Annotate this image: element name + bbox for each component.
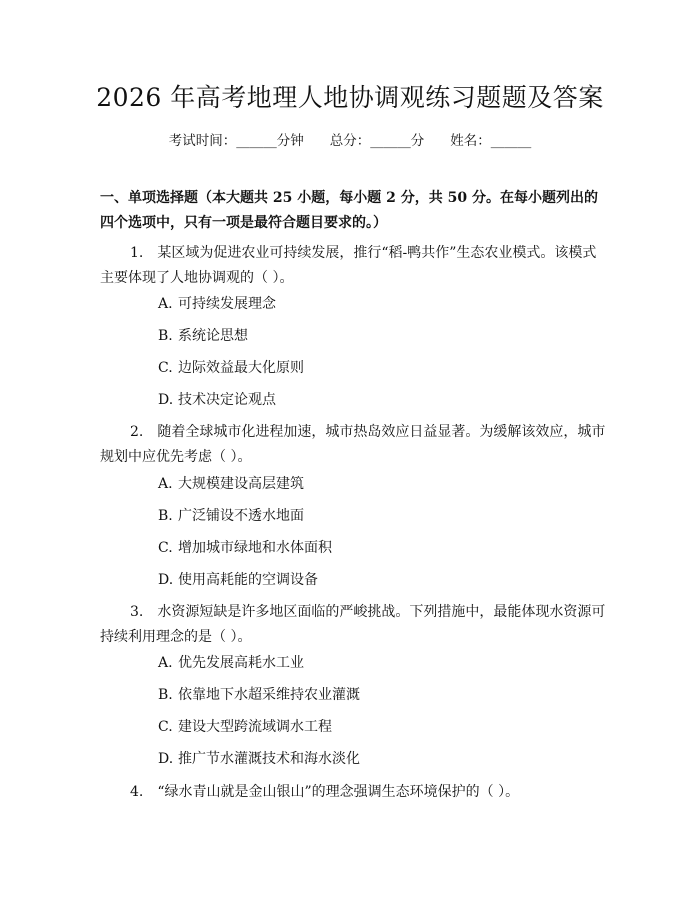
option-letter: C. xyxy=(158,360,173,376)
option-text: 技术决定论观点 xyxy=(178,392,276,408)
exam-time-field: 考试时间：______分钟 xyxy=(168,133,304,149)
question-2: 2. 随着全球城市化进程加速，城市热岛效应日益显著。为缓解该效应，城市规划中应优先考虑（ ）。 xyxy=(100,424,606,465)
option-letter: B. xyxy=(158,328,173,344)
option-text: 边际效益最大化原则 xyxy=(178,360,304,376)
option-letter: B. xyxy=(158,508,173,524)
option-letter: D. xyxy=(158,751,174,767)
option-text: 建设大型跨流域调水工程 xyxy=(178,719,332,735)
student-name-field: 姓名：______ xyxy=(450,133,532,149)
option-letter: C. xyxy=(158,540,173,556)
option-letter: A. xyxy=(158,296,173,312)
question-2-option-a[interactable] xyxy=(158,473,598,495)
option-text: 优先发展高耗水工业 xyxy=(178,655,304,671)
option-text: 可持续发展理念 xyxy=(178,296,276,312)
option-text: 广泛铺设不透水地面 xyxy=(178,508,304,524)
question-1: 1. 某区域为促进农业可持续发展，推行“稻-鸭共作”生态农业模式。该模式主要体现了人地协调观的（ ）。 xyxy=(100,245,597,286)
question-1-option-d[interactable] xyxy=(158,389,598,411)
option-letter: D. xyxy=(158,572,174,588)
total-score-field: 总分：______分 xyxy=(329,133,425,149)
question-3-option-c[interactable] xyxy=(158,716,598,738)
question-2-option-c[interactable] xyxy=(158,537,598,559)
option-letter: C. xyxy=(158,719,173,735)
option-text: 依靠地下水超采维持农业灌溉 xyxy=(178,687,360,703)
question-3-option-b[interactable] xyxy=(158,684,598,706)
option-letter: B. xyxy=(158,687,173,703)
option-text: 系统论思想 xyxy=(178,328,248,344)
page-title: 2026 年高考地理人地协调观练习题题及答案 xyxy=(96,83,604,112)
option-text: 增加城市绿地和水体面积 xyxy=(178,540,332,556)
question-3-option-d[interactable] xyxy=(158,748,598,770)
option-text: 推广节水灌溉技术和海水淡化 xyxy=(178,751,360,767)
question-3: 3. 水资源短缺是许多地区面临的严峻挑战。下列措施中，最能体现水资源可持续利用理念的是（ ）。 xyxy=(100,604,606,645)
option-letter: D. xyxy=(158,392,174,408)
option-text: 使用高耗能的空调设备 xyxy=(178,572,318,588)
question-2-option-d[interactable] xyxy=(158,569,598,591)
option-letter: A. xyxy=(158,655,173,671)
question-2-option-b[interactable] xyxy=(158,505,598,527)
section-heading: 一、单项选择题（本大题共 25 小题，每小题 2 分，共 50 分。在每小题列出的四个选项中，只有一项是最符合题目要求的。） xyxy=(100,190,598,231)
question-3-option-a[interactable] xyxy=(158,652,598,674)
question-4: 4. “绿水青山就是金山银山”的理念强调生态环境保护的（ ）。 xyxy=(130,784,520,800)
option-text: 大规模建设高层建筑 xyxy=(178,476,304,492)
option-letter: A. xyxy=(158,476,173,492)
question-1-option-a[interactable] xyxy=(158,293,598,315)
question-1-option-b[interactable] xyxy=(158,325,598,347)
exam-meta xyxy=(0,130,700,152)
question-1-option-c[interactable] xyxy=(158,357,598,379)
